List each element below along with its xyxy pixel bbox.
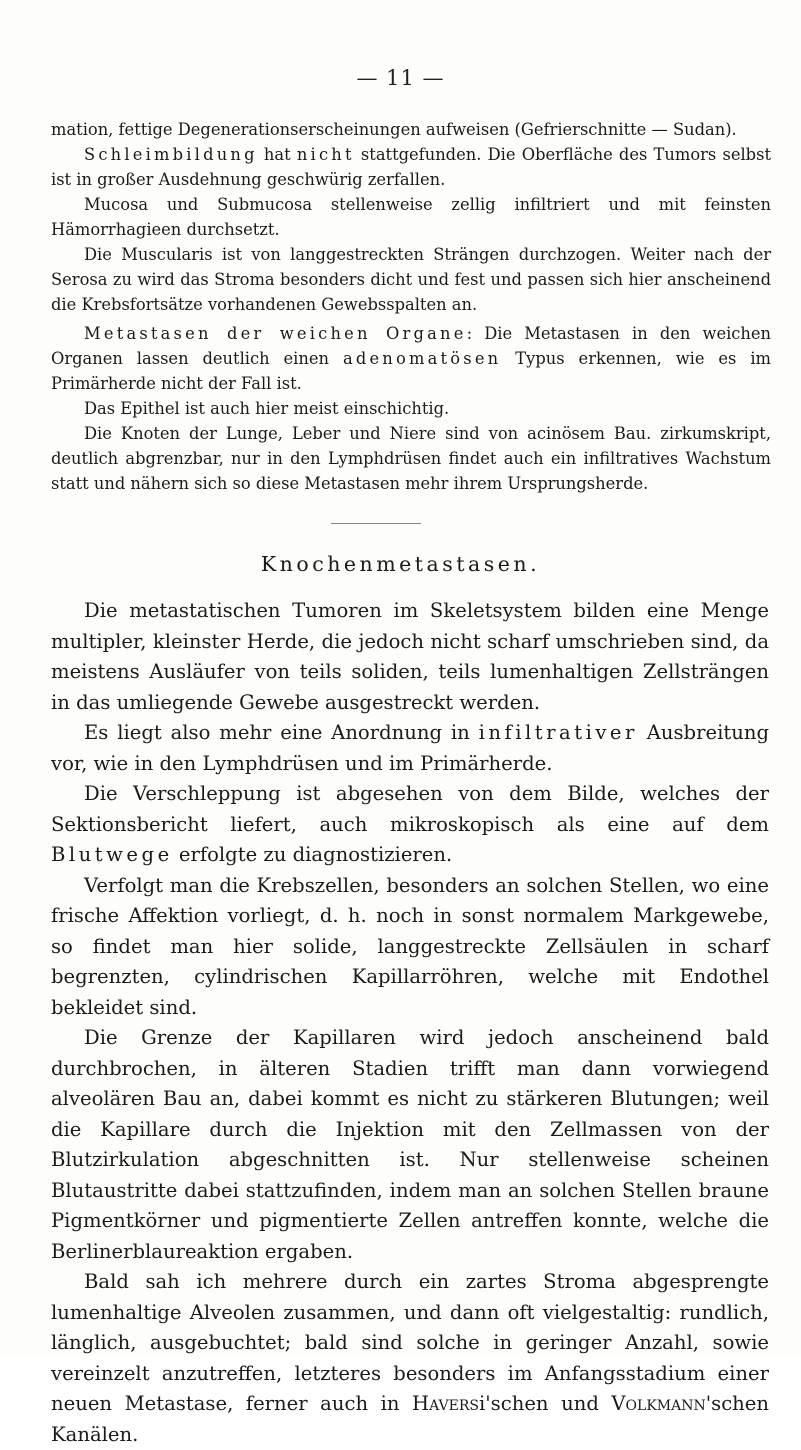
paragraph bbox=[51, 871, 769, 1024]
paragraph bbox=[51, 779, 769, 871]
paragraph-text: stattgefunden. Die Oberfläche des Tumors selbst ist in großer Ausdehnung geschwürig zerfallen. bbox=[51, 145, 772, 189]
paragraph bbox=[51, 142, 771, 192]
paragraph-text: Die metastatischen Tumoren im Skeletsystem bilden eine Menge multipler, kleinster Herde, die jedoch nicht scharf umschrieben sind, da meistens Ausläufer von teils soliden, teils lumenhaltigen Zellsträngen in das umliegende Gewebe ausgestreckt werden. bbox=[51, 599, 769, 714]
paragraph-text: Die Knoten der Lunge, Leber und Niere sind von acinösem Bau. zirkumskript, deutlich abgrenzbar, nur in den Lymphdrüsen findet auch ein infiltratives Wachstum statt und nähern sich so diese Metastasen mehr ihrem Ursprungsherde. bbox=[51, 424, 771, 493]
paragraph-text: Die Muscularis ist von langgestreckten Strängen durchzogen. Weiter nach der Serosa zu wird das Stroma besonders dicht und fest und passen sich hier anscheinend die Krebsfortsätze vorhandenen Gewebsspalten an. bbox=[51, 245, 771, 314]
author-name: Havers bbox=[412, 1392, 480, 1415]
spaced-term: infiltrativer bbox=[478, 721, 638, 744]
paragraph-text: Typus erkennen, wie es im Primärherde nicht der Fall ist. bbox=[51, 349, 771, 393]
paragraph-text: Die Verschleppung ist abgesehen von dem Bilde, welches der Sektionsbericht liefert, auch mikroskopisch als eine auf dem bbox=[51, 782, 769, 836]
paragraph bbox=[51, 1023, 769, 1267]
spaced-heading: Metastasen der weichen Organe bbox=[84, 324, 467, 343]
paragraph bbox=[51, 117, 771, 142]
paragraph-text: Verfolgt man die Krebszellen, besonders an solchen Stellen, wo eine frische Affektion vorliegt, d. h. noch in sonst normalem Markgewebe, so findet man hier solide, langgestreckte Zellsäulen in scharf begrenzten, cylindrischen Kapillarröhren, welche mit Endothel bekleidet sind. bbox=[51, 873, 769, 1019]
paragraph-text: i'schen und bbox=[479, 1392, 612, 1415]
paragraph bbox=[51, 421, 771, 496]
spaced-term: nicht bbox=[296, 145, 355, 164]
paragraph-text: mation, fettige Degenerationserscheinungen aufweisen (Gefrierschnitte — Sudan). bbox=[51, 120, 737, 139]
text-block-top bbox=[51, 117, 771, 496]
paragraph bbox=[51, 1267, 769, 1450]
page-number: — 11 — bbox=[356, 66, 445, 90]
paragraph-text: Bald sah ich mehrere durch ein zartes Stroma abgesprengte lumenhaltige Alveolen zusammen, und dann oft vielgestaltig: rundlich, länglich, ausgebuchtet; bald sind solche in geringer Anzahl, sowie vereinzelt anzutreffen, letzteres besonders im Anfangsstadium einer neuen Metastase, ferner auch in bbox=[51, 1270, 769, 1415]
paragraph-text: : Die Metastasen in den weichen Organen lassen deutlich einen bbox=[51, 324, 772, 368]
spaced-term: Blutwege bbox=[51, 843, 173, 866]
paragraph bbox=[51, 396, 771, 421]
paragraph-text: Die Grenze der Kapillaren wird jedoch anscheinend bald durchbrochen, in älteren Stadien trifft man dann vorwiegend alveolären Bau an, dabei kommt es nicht zu stärkeren Blutungen; weil die Kapillare durch die Injektion mit den Zellmassen von der Blutzirkulation abgeschnitten ist. Nur stellenweise scheinen Blutaustritte dabei stattzufinden, indem man an solchen Stellen braune Pigmentkörner und pigmentierte Zellen antreffen konnte, welche die Berlinerblaureaktion ergaben. bbox=[51, 1026, 769, 1263]
paragraph-text: Das Epithel ist auch hier meist einschichtig. bbox=[84, 399, 450, 418]
paragraph-text: hat bbox=[257, 145, 297, 164]
paragraph-text: Mucosa und Submucosa stellenweise zellig infiltriert und mit feinsten Hämorrhagieen durchsetzt. bbox=[51, 195, 771, 239]
spaced-term: adenomatösen bbox=[342, 349, 502, 368]
paragraph-text: erfolgte zu diagnostizieren. bbox=[172, 843, 453, 866]
paragraph bbox=[51, 596, 769, 718]
paragraph-text: Ausbreitung vor, wie in den Lymphdrüsen und im Primärherde. bbox=[51, 721, 769, 775]
paragraph bbox=[51, 321, 771, 396]
text-block-bottom bbox=[51, 596, 769, 1450]
paragraph bbox=[51, 192, 771, 242]
section-divider bbox=[331, 523, 421, 524]
paragraph-text: Es liegt also mehr eine Anordnung in bbox=[84, 721, 479, 744]
paragraph bbox=[51, 242, 771, 317]
spaced-term: Schleimbildung bbox=[84, 145, 258, 164]
paragraph-text: 'schen Kanälen. bbox=[51, 1392, 769, 1446]
section-title: Knochenmetastasen. bbox=[260, 552, 541, 576]
paragraph bbox=[51, 718, 769, 779]
author-name: Volkmann bbox=[611, 1392, 706, 1415]
